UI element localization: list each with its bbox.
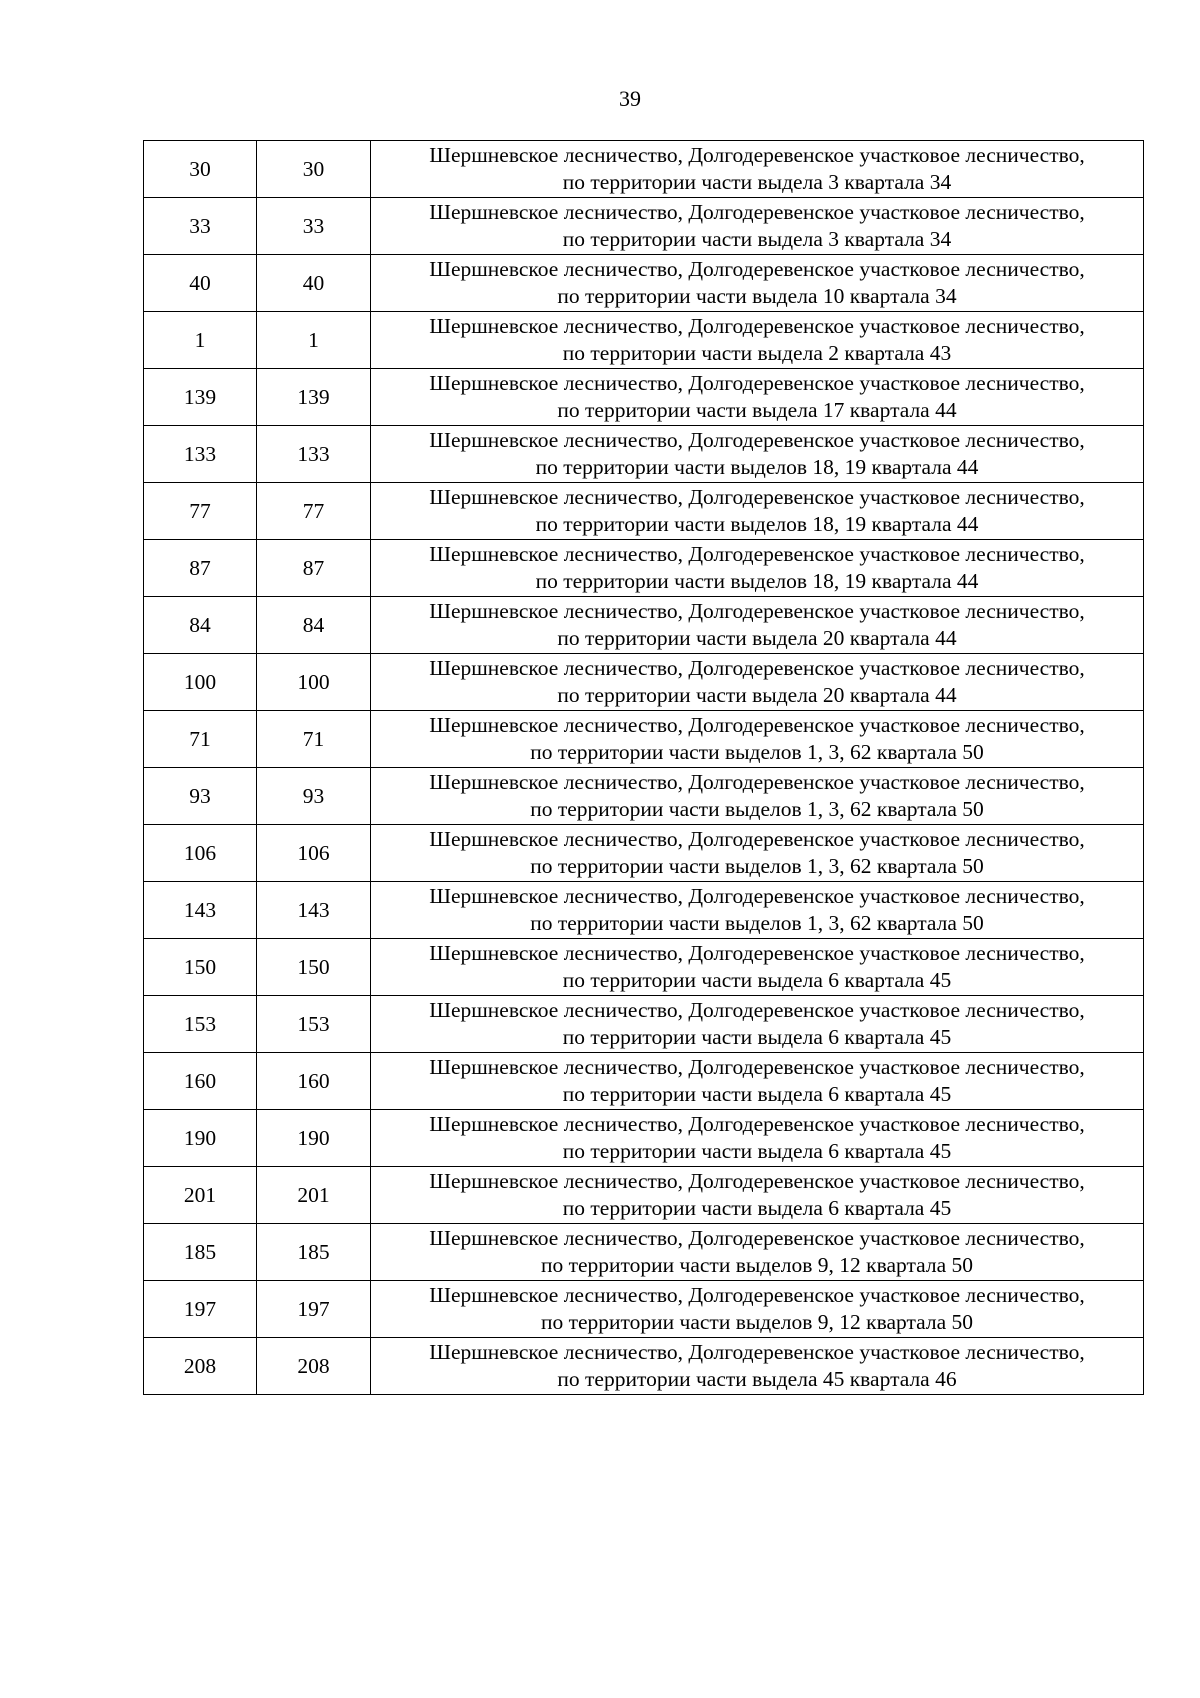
number-cell-second: 150 <box>257 939 371 996</box>
number-cell-first: 139 <box>144 369 257 426</box>
number-cell-first: 33 <box>144 198 257 255</box>
description-line-territory: по территории части выделов 1, 3, 62 квартала 50 <box>530 797 984 821</box>
description-line-forestry: Шершневское лесничество, Долгодеревенское участковое лесничество, <box>429 200 1085 224</box>
number-cell-first: 208 <box>144 1338 257 1395</box>
description-line-territory: по территории части выдела 10 квартала 34 <box>557 284 957 308</box>
number-cell-first: 40 <box>144 255 257 312</box>
description-line-territory: по территории части выделов 18, 19 квартала 44 <box>535 512 979 536</box>
number-cell-second: 197 <box>257 1281 371 1338</box>
description-line-forestry: Шершневское лесничество, Долгодеревенское участковое лесничество, <box>429 998 1085 1022</box>
table-body <box>144 141 1144 1395</box>
number-cell-second: 71 <box>257 711 371 768</box>
location-description-cell <box>371 312 1144 369</box>
description-line-forestry: Шершневское лесничество, Долгодеревенское участковое лесничество, <box>429 656 1085 680</box>
location-description-cell <box>371 198 1144 255</box>
number-cell-second: 143 <box>257 882 371 939</box>
number-cell-second: 208 <box>257 1338 371 1395</box>
table-row <box>144 1167 1144 1224</box>
description-line-territory: по территории части выделов 1, 3, 62 квартала 50 <box>530 740 984 764</box>
number-cell-first: 1 <box>144 312 257 369</box>
number-cell-first: 133 <box>144 426 257 483</box>
description-line-forestry: Шершневское лесничество, Долгодеревенское участковое лесничество, <box>429 941 1085 965</box>
description-line-forestry: Шершневское лесничество, Долгодеревенское участковое лесничество, <box>429 371 1085 395</box>
description-line-territory: по территории части выдела 3 квартала 34 <box>562 227 952 251</box>
number-cell-second: 201 <box>257 1167 371 1224</box>
table-row <box>144 996 1144 1053</box>
table-row <box>144 540 1144 597</box>
description-line-territory: по территории части выдела 6 квартала 45 <box>562 968 952 992</box>
description-line-territory: по территории части выделов 1, 3, 62 квартала 50 <box>530 911 984 935</box>
forestry-table <box>143 140 1144 1395</box>
table-row <box>144 825 1144 882</box>
table-row <box>144 483 1144 540</box>
location-description-cell <box>371 1110 1144 1167</box>
number-cell-first: 185 <box>144 1224 257 1281</box>
description-line-territory: по территории части выдела 20 квартала 44 <box>557 683 957 707</box>
number-cell-second: 190 <box>257 1110 371 1167</box>
number-cell-first: 201 <box>144 1167 257 1224</box>
location-description-cell <box>371 369 1144 426</box>
table-row <box>144 1053 1144 1110</box>
location-description-cell <box>371 597 1144 654</box>
description-line-territory: по территории части выдела 17 квартала 44 <box>557 398 957 422</box>
description-line-forestry: Шершневское лесничество, Долгодеревенское участковое лесничество, <box>429 827 1085 851</box>
location-description-cell <box>371 711 1144 768</box>
table-row <box>144 255 1144 312</box>
number-cell-second: 153 <box>257 996 371 1053</box>
description-line-territory: по территории части выдела 2 квартала 43 <box>562 341 952 365</box>
description-line-territory: по территории части выдела 6 квартала 45 <box>562 1082 952 1106</box>
number-cell-second: 77 <box>257 483 371 540</box>
table-row <box>144 1224 1144 1281</box>
number-cell-first: 84 <box>144 597 257 654</box>
number-cell-second: 87 <box>257 540 371 597</box>
location-description-cell <box>371 1224 1144 1281</box>
table-row <box>144 141 1144 198</box>
number-cell-second: 40 <box>257 255 371 312</box>
description-line-territory: по территории части выделов 18, 19 квартала 44 <box>535 455 979 479</box>
number-cell-first: 160 <box>144 1053 257 1110</box>
description-line-territory: по территории части выделов 9, 12 квартала 50 <box>540 1253 974 1277</box>
location-description-cell <box>371 939 1144 996</box>
number-cell-first: 150 <box>144 939 257 996</box>
table-row <box>144 1110 1144 1167</box>
description-line-territory: по территории части выделов 18, 19 квартала 44 <box>535 569 979 593</box>
location-description-cell <box>371 483 1144 540</box>
description-line-forestry: Шершневское лесничество, Долгодеревенское участковое лесничество, <box>429 542 1085 566</box>
number-cell-second: 93 <box>257 768 371 825</box>
description-line-forestry: Шершневское лесничество, Долгодеревенское участковое лесничество, <box>429 314 1085 338</box>
table-row <box>144 198 1144 255</box>
table-row <box>144 654 1144 711</box>
number-cell-first: 197 <box>144 1281 257 1338</box>
location-description-cell <box>371 255 1144 312</box>
description-line-territory: по территории части выделов 9, 12 квартала 50 <box>540 1310 974 1334</box>
number-cell-second: 100 <box>257 654 371 711</box>
table-row <box>144 597 1144 654</box>
table-row <box>144 426 1144 483</box>
number-cell-second: 160 <box>257 1053 371 1110</box>
number-cell-second: 106 <box>257 825 371 882</box>
number-cell-first: 190 <box>144 1110 257 1167</box>
number-cell-first: 71 <box>144 711 257 768</box>
description-line-forestry: Шершневское лесничество, Долгодеревенское участковое лесничество, <box>429 1226 1085 1250</box>
description-line-forestry: Шершневское лесничество, Долгодеревенское участковое лесничество, <box>429 1283 1085 1307</box>
number-cell-second: 84 <box>257 597 371 654</box>
table-row <box>144 312 1144 369</box>
number-cell-second: 185 <box>257 1224 371 1281</box>
table-row <box>144 768 1144 825</box>
location-description-cell <box>371 141 1144 198</box>
location-description-cell <box>371 1053 1144 1110</box>
location-description-cell <box>371 882 1144 939</box>
location-description-cell <box>371 768 1144 825</box>
number-cell-second: 139 <box>257 369 371 426</box>
table-row <box>144 1338 1144 1395</box>
location-description-cell <box>371 426 1144 483</box>
number-cell-second: 133 <box>257 426 371 483</box>
description-line-territory: по территории части выделов 1, 3, 62 квартала 50 <box>530 854 984 878</box>
location-description-cell <box>371 540 1144 597</box>
number-cell-first: 100 <box>144 654 257 711</box>
description-line-forestry: Шершневское лесничество, Долгодеревенское участковое лесничество, <box>429 884 1085 908</box>
page-number: 39 <box>619 86 641 111</box>
table-row <box>144 882 1144 939</box>
number-cell-first: 87 <box>144 540 257 597</box>
table-row <box>144 369 1144 426</box>
description-line-forestry: Шершневское лесничество, Долгодеревенское участковое лесничество, <box>429 599 1085 623</box>
description-line-territory: по территории части выдела 45 квартала 46 <box>557 1367 957 1391</box>
description-line-territory: по территории части выдела 6 квартала 45 <box>562 1196 952 1220</box>
table-row <box>144 711 1144 768</box>
description-line-forestry: Шершневское лесничество, Долгодеревенское участковое лесничество, <box>429 143 1085 167</box>
description-line-forestry: Шершневское лесничество, Долгодеревенское участковое лесничество, <box>429 1055 1085 1079</box>
description-line-forestry: Шершневское лесничество, Долгодеревенское участковое лесничество, <box>429 770 1085 794</box>
table-row <box>144 1281 1144 1338</box>
number-cell-second: 30 <box>257 141 371 198</box>
description-line-forestry: Шершневское лесничество, Долгодеревенское участковое лесничество, <box>429 1340 1085 1364</box>
table-row <box>144 939 1144 996</box>
description-line-territory: по территории части выдела 6 квартала 45 <box>562 1025 952 1049</box>
location-description-cell <box>371 1281 1144 1338</box>
number-cell-second: 33 <box>257 198 371 255</box>
description-line-territory: по территории части выдела 6 квартала 45 <box>562 1139 952 1163</box>
description-line-territory: по территории части выдела 20 квартала 44 <box>557 626 957 650</box>
location-description-cell <box>371 1338 1144 1395</box>
number-cell-first: 143 <box>144 882 257 939</box>
number-cell-first: 93 <box>144 768 257 825</box>
description-line-forestry: Шершневское лесничество, Долгодеревенское участковое лесничество, <box>429 1169 1085 1193</box>
description-line-forestry: Шершневское лесничество, Долгодеревенское участковое лесничество, <box>429 485 1085 509</box>
location-description-cell <box>371 1167 1144 1224</box>
description-line-territory: по территории части выдела 3 квартала 34 <box>562 170 952 194</box>
number-cell-first: 30 <box>144 141 257 198</box>
number-cell-first: 77 <box>144 483 257 540</box>
number-cell-second: 1 <box>257 312 371 369</box>
description-line-forestry: Шершневское лесничество, Долгодеревенское участковое лесничество, <box>429 428 1085 452</box>
location-description-cell <box>371 654 1144 711</box>
description-line-forestry: Шершневское лесничество, Долгодеревенское участковое лесничество, <box>429 713 1085 737</box>
description-line-forestry: Шершневское лесничество, Долгодеревенское участковое лесничество, <box>429 1112 1085 1136</box>
number-cell-first: 106 <box>144 825 257 882</box>
location-description-cell <box>371 825 1144 882</box>
number-cell-first: 153 <box>144 996 257 1053</box>
location-description-cell <box>371 996 1144 1053</box>
description-line-forestry: Шершневское лесничество, Долгодеревенское участковое лесничество, <box>429 257 1085 281</box>
